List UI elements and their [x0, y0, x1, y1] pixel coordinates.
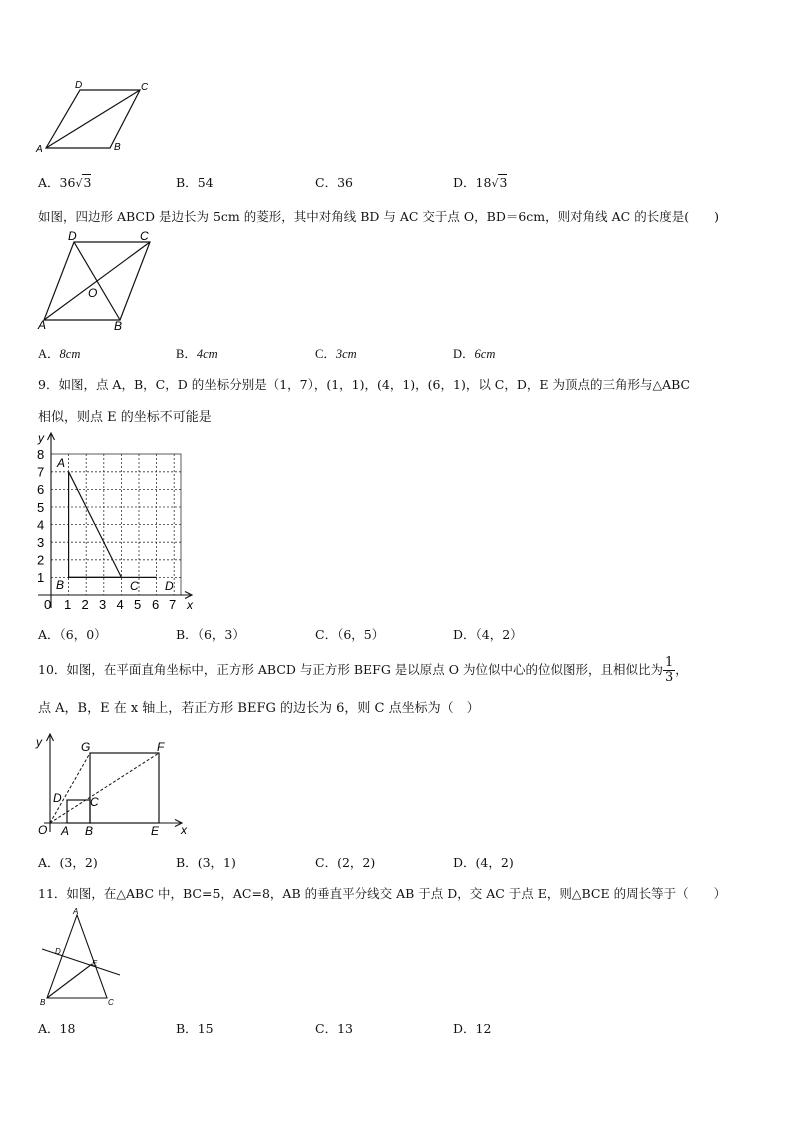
q10-question-line1: 10．如图，在平面直角坐标中，正方形 ABCD 与正方形 BEFG 是以原点 O 为位似中心的位似图形，且相似比为 $\frac{1}{3}$ ， [38, 655, 688, 685]
q9-y-tick: 8 [37, 447, 45, 462]
q8-option-c[interactable]: C．3cm [315, 347, 357, 361]
q11-triangle-figure [30, 904, 130, 1009]
q11-option-c[interactable]: C．13 [315, 1021, 353, 1036]
q7-option-a[interactable]: A．36√3 [38, 175, 92, 190]
q10-question-line2: 点 A，B，E 在 x 轴上，若正方形 BEFG 的边长为 6，则 C 点坐标为（ ） [38, 701, 480, 716]
q7-label-c: C [141, 82, 149, 93]
q9-y-tick: 6 [37, 482, 45, 497]
q7-label-b: B [114, 142, 121, 153]
q9-x-tick: 1 [64, 597, 72, 612]
q11-option-d[interactable]: D．12 [453, 1021, 492, 1036]
q10-option-a[interactable]: A．(3，2) [38, 855, 98, 870]
q10-label-c: C [90, 795, 99, 809]
q9-point-b: B [56, 578, 65, 592]
q9-point-a: A [57, 456, 66, 470]
q9-y-tick: 3 [37, 535, 45, 550]
q9-x-axis-label: x [187, 598, 193, 612]
q11-label-a: A [73, 907, 79, 916]
q8-option-a[interactable]: A．8cm [38, 347, 81, 361]
q8-rhombus-figure [30, 230, 160, 335]
q7-option-c[interactable]: C．36 [315, 175, 353, 190]
q10-label-d: D [53, 791, 62, 805]
q10-label-f: F [157, 740, 165, 754]
q11-option-b[interactable]: B．15 [176, 1021, 214, 1036]
q9-y-axis-label: y [38, 431, 44, 445]
q10-ratio-fraction: $\frac{1}{3}$ [665, 655, 674, 685]
q11-label-c: C [108, 998, 114, 1007]
q9-point-d: D [165, 579, 174, 593]
q11-label-e: E [92, 959, 98, 968]
q9-x-tick: 7 [169, 597, 177, 612]
q9-y-tick: 2 [37, 552, 45, 568]
q9-option-b[interactable]: B．（6，3） [176, 627, 245, 642]
q11-label-b: B [40, 998, 46, 1007]
q11-label-d: D [55, 947, 61, 956]
q9-y-tick: 7 [37, 464, 45, 480]
q10-x-axis-label: x [181, 823, 187, 837]
q10-option-b[interactable]: B．(3，1) [176, 855, 236, 870]
q8-option-b[interactable]: B．4cm [176, 347, 218, 361]
q7-label-a: A [36, 144, 43, 155]
q10-label-a: A [61, 824, 70, 838]
q9-option-d[interactable]: D．（4，2） [453, 627, 523, 642]
q9-x-tick: 5 [134, 597, 142, 612]
q8-question-text: 如图，四边形 ABCD 是边长为 5cm 的菱形，其中对角线 BD 与 AC 交于点 O，BD＝6cm，则对角线 AC 的长度是( ) [38, 209, 719, 224]
q8-label-a: A [38, 318, 47, 332]
q10-y-axis-label: y [36, 735, 42, 749]
q9-question-line2: 相似，则点 E 的坐标不可能是 [38, 410, 212, 425]
q10-label-o: O [38, 823, 48, 837]
q10-similar-squares-figure [30, 728, 200, 838]
q11-option-a[interactable]: A．18 [38, 1021, 76, 1036]
q9-x-tick: 3 [99, 597, 107, 612]
q10-label-e: E [151, 824, 160, 838]
q9-y-tick: 5 [37, 500, 45, 515]
q9-option-a[interactable]: A．（6，0） [38, 627, 107, 642]
q9-coordinate-grid [30, 428, 205, 618]
q8-label-b: B [114, 319, 123, 333]
q9-option-c[interactable]: C．（6，5） [315, 627, 385, 642]
q9-x-tick: 6 [152, 597, 160, 612]
q8-label-c: C [140, 230, 149, 243]
q7-label-d: D [75, 80, 83, 91]
q9-origin-label: 0 [44, 597, 52, 612]
q9-point-c: C [130, 579, 139, 593]
q10-option-c[interactable]: C．(2，2) [315, 855, 376, 870]
q9-y-tick: 1 [37, 570, 45, 585]
q7-option-d[interactable]: D．18√3 [453, 175, 508, 190]
q11-question-text: 11．如图，在△ABC 中，BC=5，AC=8，AB 的垂直平分线交 AB 于点 D，交 AC 于点 E，则△BCE 的周长等于（ ） [38, 886, 727, 901]
q8-option-d[interactable]: D．6cm [453, 347, 496, 361]
q9-x-tick: 4 [116, 597, 124, 612]
q10-label-b: B [85, 824, 94, 838]
q10-option-d[interactable]: D．(4，2) [453, 855, 514, 870]
q7-parallelogram-figure [30, 76, 160, 156]
q7-option-b[interactable]: B．54 [176, 175, 214, 190]
q9-question-line1: 9．如图，点 A，B，C，D 的坐标分别是（1，7），(1，1)，(4，1)，(6，1)，以 C，D，E 为顶点的三角形与△ABC [38, 377, 691, 392]
q8-label-d: D [68, 230, 77, 243]
q9-y-tick: 4 [37, 517, 45, 533]
q10-label-g: G [81, 740, 91, 754]
q9-x-tick: 2 [81, 597, 89, 612]
q8-label-o: O [88, 286, 98, 300]
